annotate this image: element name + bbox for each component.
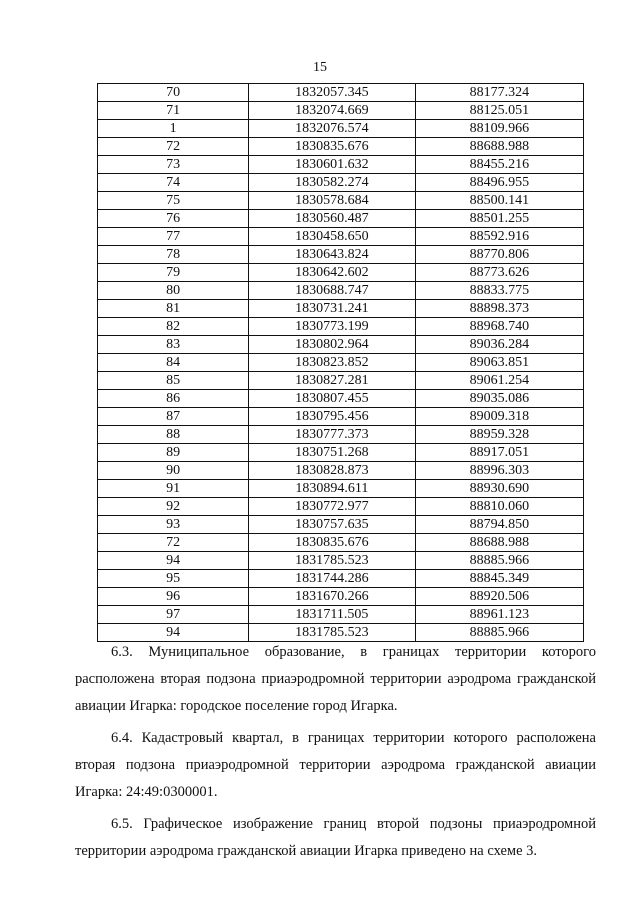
point-number-cell: 76 — [98, 210, 249, 228]
point-number-cell: 70 — [98, 84, 249, 102]
point-number-cell: 88 — [98, 426, 249, 444]
x-coordinate-cell: 1830601.632 — [249, 156, 415, 174]
y-coordinate-cell: 88845.349 — [415, 570, 583, 588]
table-row — [98, 228, 584, 246]
table-row — [98, 588, 584, 606]
table-row — [98, 120, 584, 138]
point-number-cell: 94 — [98, 624, 249, 642]
y-coordinate-cell: 89035.086 — [415, 390, 583, 408]
x-coordinate-cell: 1830777.373 — [249, 426, 415, 444]
page-number: 15 — [313, 60, 327, 75]
y-coordinate-cell: 88968.740 — [415, 318, 583, 336]
y-coordinate-cell: 88688.988 — [415, 534, 583, 552]
point-number-cell: 80 — [98, 282, 249, 300]
point-number-cell: 79 — [98, 264, 249, 282]
point-number-cell: 82 — [98, 318, 249, 336]
y-coordinate-cell: 88833.775 — [415, 282, 583, 300]
y-coordinate-cell: 88917.051 — [415, 444, 583, 462]
table-row — [98, 444, 584, 462]
x-coordinate-cell: 1830773.199 — [249, 318, 415, 336]
y-coordinate-cell: 89036.284 — [415, 336, 583, 354]
point-number-cell: 75 — [98, 192, 249, 210]
x-coordinate-cell: 1831744.286 — [249, 570, 415, 588]
table-row — [98, 84, 584, 102]
table-row — [98, 408, 584, 426]
x-coordinate-cell: 1830757.635 — [249, 516, 415, 534]
table-row — [98, 372, 584, 390]
x-coordinate-cell: 1830795.456 — [249, 408, 415, 426]
table-row — [98, 246, 584, 264]
x-coordinate-cell: 1832074.669 — [249, 102, 415, 120]
y-coordinate-cell: 88455.216 — [415, 156, 583, 174]
y-coordinate-cell: 88959.328 — [415, 426, 583, 444]
x-coordinate-cell: 1830772.977 — [249, 498, 415, 516]
table-row — [98, 354, 584, 372]
point-number-cell: 96 — [98, 588, 249, 606]
x-coordinate-cell: 1830642.602 — [249, 264, 415, 282]
x-coordinate-cell: 1830823.852 — [249, 354, 415, 372]
y-coordinate-cell: 88920.506 — [415, 588, 583, 606]
paragraph-6-4: 6.4. Кадастровый квартал, в границах территории которого расположена вторая подзона приаэродромной территории аэродрома гражданской авиации Игарка: 24:49:0300001. — [75, 730, 596, 800]
y-coordinate-cell: 88125.051 — [415, 102, 583, 120]
point-number-cell: 1 — [98, 120, 249, 138]
point-number-cell: 87 — [98, 408, 249, 426]
point-number-cell: 73 — [98, 156, 249, 174]
x-coordinate-cell: 1830731.241 — [249, 300, 415, 318]
x-coordinate-cell: 1832057.345 — [249, 84, 415, 102]
x-coordinate-cell: 1830802.964 — [249, 336, 415, 354]
y-coordinate-cell: 88500.141 — [415, 192, 583, 210]
x-coordinate-cell: 1831785.523 — [249, 624, 415, 642]
y-coordinate-cell: 88885.966 — [415, 624, 583, 642]
point-number-cell: 78 — [98, 246, 249, 264]
y-coordinate-cell: 88770.806 — [415, 246, 583, 264]
point-number-cell: 83 — [98, 336, 249, 354]
y-coordinate-cell: 88898.373 — [415, 300, 583, 318]
y-coordinate-cell: 88501.255 — [415, 210, 583, 228]
point-number-cell: 92 — [98, 498, 249, 516]
y-coordinate-cell: 88961.123 — [415, 606, 583, 624]
point-number-cell: 90 — [98, 462, 249, 480]
point-number-cell: 95 — [98, 570, 249, 588]
point-number-cell: 74 — [98, 174, 249, 192]
table-row — [98, 192, 584, 210]
table-row — [98, 264, 584, 282]
point-number-cell: 77 — [98, 228, 249, 246]
x-coordinate-cell: 1830751.268 — [249, 444, 415, 462]
point-number-cell: 86 — [98, 390, 249, 408]
x-coordinate-cell: 1830835.676 — [249, 138, 415, 156]
table-row — [98, 516, 584, 534]
point-number-cell: 89 — [98, 444, 249, 462]
table-row — [98, 426, 584, 444]
table-row — [98, 534, 584, 552]
x-coordinate-cell: 1832076.574 — [249, 120, 415, 138]
x-coordinate-cell: 1830807.455 — [249, 390, 415, 408]
y-coordinate-cell: 89061.254 — [415, 372, 583, 390]
body-text — [75, 639, 596, 870]
table-row — [98, 102, 584, 120]
y-coordinate-cell: 88794.850 — [415, 516, 583, 534]
x-coordinate-cell: 1831670.266 — [249, 588, 415, 606]
table-row — [98, 318, 584, 336]
y-coordinate-cell: 88885.966 — [415, 552, 583, 570]
point-number-cell: 94 — [98, 552, 249, 570]
table-row — [98, 552, 584, 570]
table-row — [98, 210, 584, 228]
x-coordinate-cell: 1830828.873 — [249, 462, 415, 480]
y-coordinate-cell: 88496.955 — [415, 174, 583, 192]
coordinates-table — [97, 83, 584, 642]
paragraph-6-3: 6.3. Муниципальное образование, в границах территории которого расположена вторая подзона приаэродромной территории аэродрома гражданской авиации Игарка: городское поселение город Игарка. — [75, 644, 596, 714]
table-row — [98, 462, 584, 480]
y-coordinate-cell: 88996.303 — [415, 462, 583, 480]
x-coordinate-cell: 1830560.487 — [249, 210, 415, 228]
x-coordinate-cell: 1830688.747 — [249, 282, 415, 300]
x-coordinate-cell: 1830578.684 — [249, 192, 415, 210]
table-row — [98, 300, 584, 318]
point-number-cell: 97 — [98, 606, 249, 624]
x-coordinate-cell: 1830894.611 — [249, 480, 415, 498]
table-row — [98, 390, 584, 408]
point-number-cell: 85 — [98, 372, 249, 390]
table-row — [98, 156, 584, 174]
y-coordinate-cell: 88773.626 — [415, 264, 583, 282]
table-row — [98, 570, 584, 588]
y-coordinate-cell: 89009.318 — [415, 408, 583, 426]
x-coordinate-cell: 1830458.650 — [249, 228, 415, 246]
point-number-cell: 81 — [98, 300, 249, 318]
y-coordinate-cell: 88810.060 — [415, 498, 583, 516]
y-coordinate-cell: 88177.324 — [415, 84, 583, 102]
table-row — [98, 282, 584, 300]
table-row — [98, 480, 584, 498]
paragraph-6-5: 6.5. Графическое изображение границ второй подзоны приаэродромной территории аэродрома гражданской авиации Игарка приведено на схеме 3. — [75, 816, 596, 859]
x-coordinate-cell: 1831785.523 — [249, 552, 415, 570]
x-coordinate-cell: 1830643.824 — [249, 246, 415, 264]
y-coordinate-cell: 89063.851 — [415, 354, 583, 372]
point-number-cell: 72 — [98, 534, 249, 552]
x-coordinate-cell: 1830835.676 — [249, 534, 415, 552]
x-coordinate-cell: 1830827.281 — [249, 372, 415, 390]
point-number-cell: 71 — [98, 102, 249, 120]
x-coordinate-cell: 1830582.274 — [249, 174, 415, 192]
point-number-cell: 93 — [98, 516, 249, 534]
y-coordinate-cell: 88688.988 — [415, 138, 583, 156]
point-number-cell: 91 — [98, 480, 249, 498]
table-row — [98, 336, 584, 354]
y-coordinate-cell: 88592.916 — [415, 228, 583, 246]
point-number-cell: 84 — [98, 354, 249, 372]
table-row — [98, 174, 584, 192]
point-number-cell: 72 — [98, 138, 249, 156]
y-coordinate-cell: 88109.966 — [415, 120, 583, 138]
table-row — [98, 138, 584, 156]
table-row — [98, 498, 584, 516]
y-coordinate-cell: 88930.690 — [415, 480, 583, 498]
table-row — [98, 606, 584, 624]
coordinates-table-body — [98, 84, 584, 642]
x-coordinate-cell: 1831711.505 — [249, 606, 415, 624]
